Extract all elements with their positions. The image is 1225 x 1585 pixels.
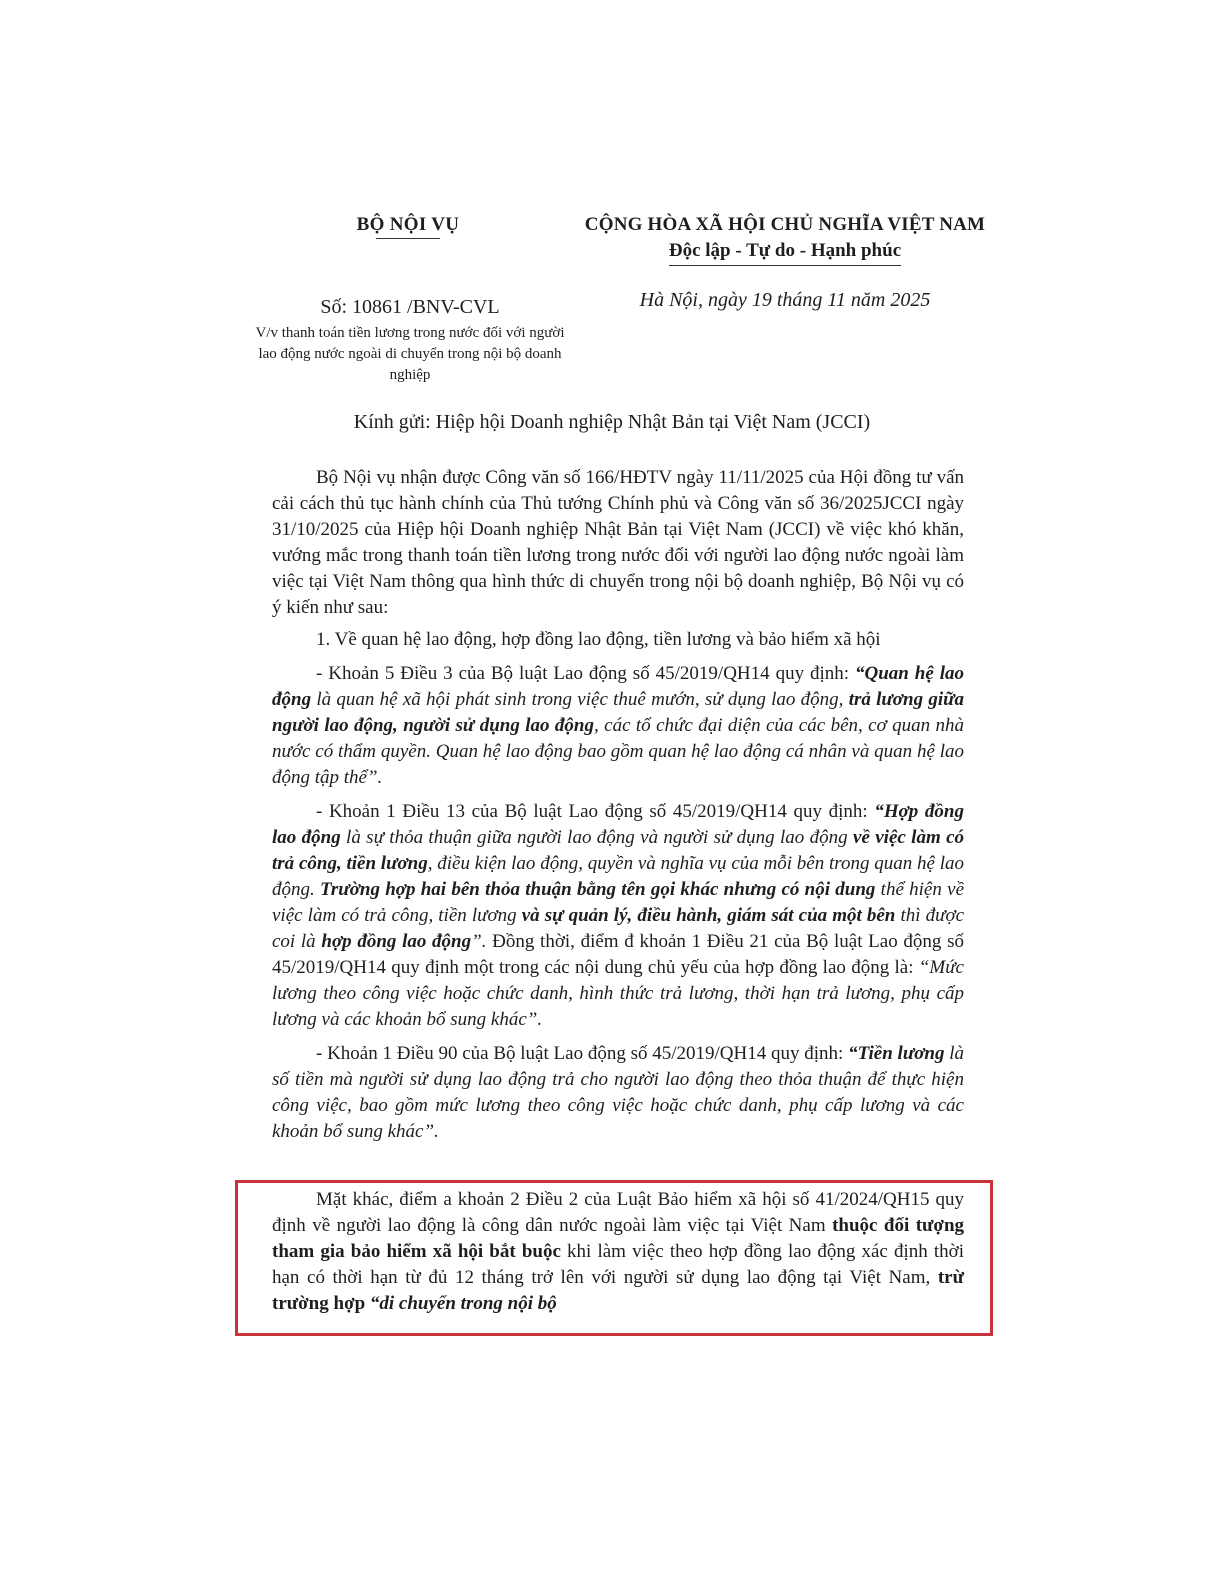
quote-italic: “Mức lương theo công việc hoặc chức danh, hình thức trả lương, thời hạn trả lương, phụ cấp lương và các khoản bổ sung khác”. (272, 957, 964, 1030)
body-text: Mặt khác, điểm a khoản 2 Điều 2 của Luật Bảo hiểm xã hội số 41/2024/QH15 quy định về người lao động là công dân nước ngoài làm việc tại Việt Nam (272, 1189, 964, 1236)
motto: Độc lập - Tự do - Hạnh phúc (669, 240, 901, 266)
quote-bold: về việc làm có trả công, tiền lương (272, 827, 965, 874)
quote-bold-italic: “di chuyển trong nội bộ (369, 1293, 557, 1314)
agency-header (300, 214, 516, 239)
citation-text: - Khoản 1 Điều 90 của Bộ luật Lao động số 45/2019/QH14 quy định: (316, 1043, 849, 1064)
agency-underline (376, 238, 440, 239)
body-text: khi làm việc theo hợp đồng lao động xác định thời hạn có thời hạn từ đủ 12 tháng trở lên với người sử dụng lao động tại Việt Nam, (272, 1241, 964, 1288)
quote-bold: trả lương giữa người lao động, người sử dụng lao động (272, 689, 964, 736)
national-header (560, 214, 1010, 266)
quote-bold: “Hợp đồng lao động (272, 801, 965, 848)
paragraph-wages (272, 1041, 964, 1145)
letter-body (272, 465, 964, 1145)
quote-italic: thể hiện về việc làm có trả công, tiền lương (272, 879, 964, 926)
quote-bold: “Quan hệ lao động (272, 663, 964, 710)
quote-italic: là số tiền mà người sử dụng lao động trả cho người lao động theo thỏa thuận để thực hiện công việc, bao gồm mức lương theo công việc hoặc chức danh, phụ cấp lương và các khoản bổ sung khác”. (272, 1043, 965, 1142)
date-line: Hà Nội, ngày 19 tháng 11 năm 2025 (639, 289, 931, 311)
agency-name: BỘ NỘI VỤ (356, 214, 460, 235)
quote-italic: , các tổ chức đại diện của các bên, cơ quan nhà nước có thẩm quyền. Quan hệ lao động bao gồm quan hệ lao động cá nhân và quan hệ lao động tập thể”. (272, 715, 965, 788)
quote-bold: “Tiền lương (848, 1043, 945, 1064)
document-subject: V/v thanh toán tiền lương trong nước đối với người lao động nước ngoài di chuyển trong nội bộ doanh nghiệp (255, 325, 565, 383)
paragraph-labor-contract (272, 799, 964, 1033)
highlight-box (235, 1180, 993, 1336)
quote-italic: , điều kiện lao động, quyền và nghĩa vụ của mỗi bên trong quan hệ lao động. (272, 853, 965, 900)
bold-text: trừ trường hợp (272, 1267, 964, 1314)
quote-italic: thì được coi là (272, 905, 965, 952)
paragraph-social-insurance (272, 1187, 964, 1317)
recipient-line: Kính gửi: Hiệp hội Doanh nghiệp Nhật Bản tại Việt Nam (JCCI) (353, 411, 871, 433)
quote-italic: ”. (471, 931, 487, 952)
quote-italic: là quan hệ xã hội phát sinh trong việc thuê mướn, sử dụng lao động, (311, 689, 849, 710)
citation-text: - Khoản 1 Điều 13 của Bộ luật Lao động số 45/2019/QH14 quy định: (316, 801, 875, 822)
bold-text: thuộc đối tượng tham gia bảo hiểm xã hội bắt buộc (272, 1215, 965, 1262)
quote-bold: hợp đồng lao động (321, 931, 472, 952)
intro-paragraph: Bộ Nội vụ nhận được Công văn số 166/HĐTV ngày 11/11/2025 của Hội đồng tư vấn cải cách thủ tục hành chính của Thủ tướng Chính phủ và Công văn số 36/2025JCCI ngày 31/10/2025 của Hiệp hội Doanh nghiệp Nhật Bản tại Việt Nam (JCCI) về việc khó khăn, vướng mắc trong thanh toán tiền lương trong nước đối với người lao động nước ngoài làm việc tại Việt Nam thông qua hình thức di chuyển trong nội bộ doanh nghiệp, Bộ Nội vụ có ý kiến như sau: (272, 467, 964, 618)
paragraph-labor-relation (272, 661, 964, 791)
section-heading: 1. Về quan hệ lao động, hợp đồng lao động, tiền lương và bảo hiểm xã hội (316, 629, 881, 650)
quote-bold: Trường hợp hai bên thỏa thuận bằng tên gọi khác nhưng có nội dung (320, 879, 876, 900)
citation-text: - Khoản 5 Điều 3 của Bộ luật Lao động số 45/2019/QH14 quy định: (316, 663, 855, 684)
citation-text: Đồng thời, điểm đ khoản 1 Điều 21 của Bộ luật Lao động số 45/2019/QH14 quy định một trong các nội dung chủ yếu của hợp đồng lao động là: (272, 931, 964, 978)
quote-italic: là sự thỏa thuận giữa người lao động và người sử dụng lao động (340, 827, 854, 848)
document-number: Số: 10861 /BNV-CVL (320, 296, 500, 318)
nation-title: CỘNG HÒA XÃ HỘI CHỦ NGHĨA VIỆT NAM (584, 214, 986, 235)
quote-bold: và sự quản lý, điều hành, giám sát của một bên (521, 905, 896, 926)
